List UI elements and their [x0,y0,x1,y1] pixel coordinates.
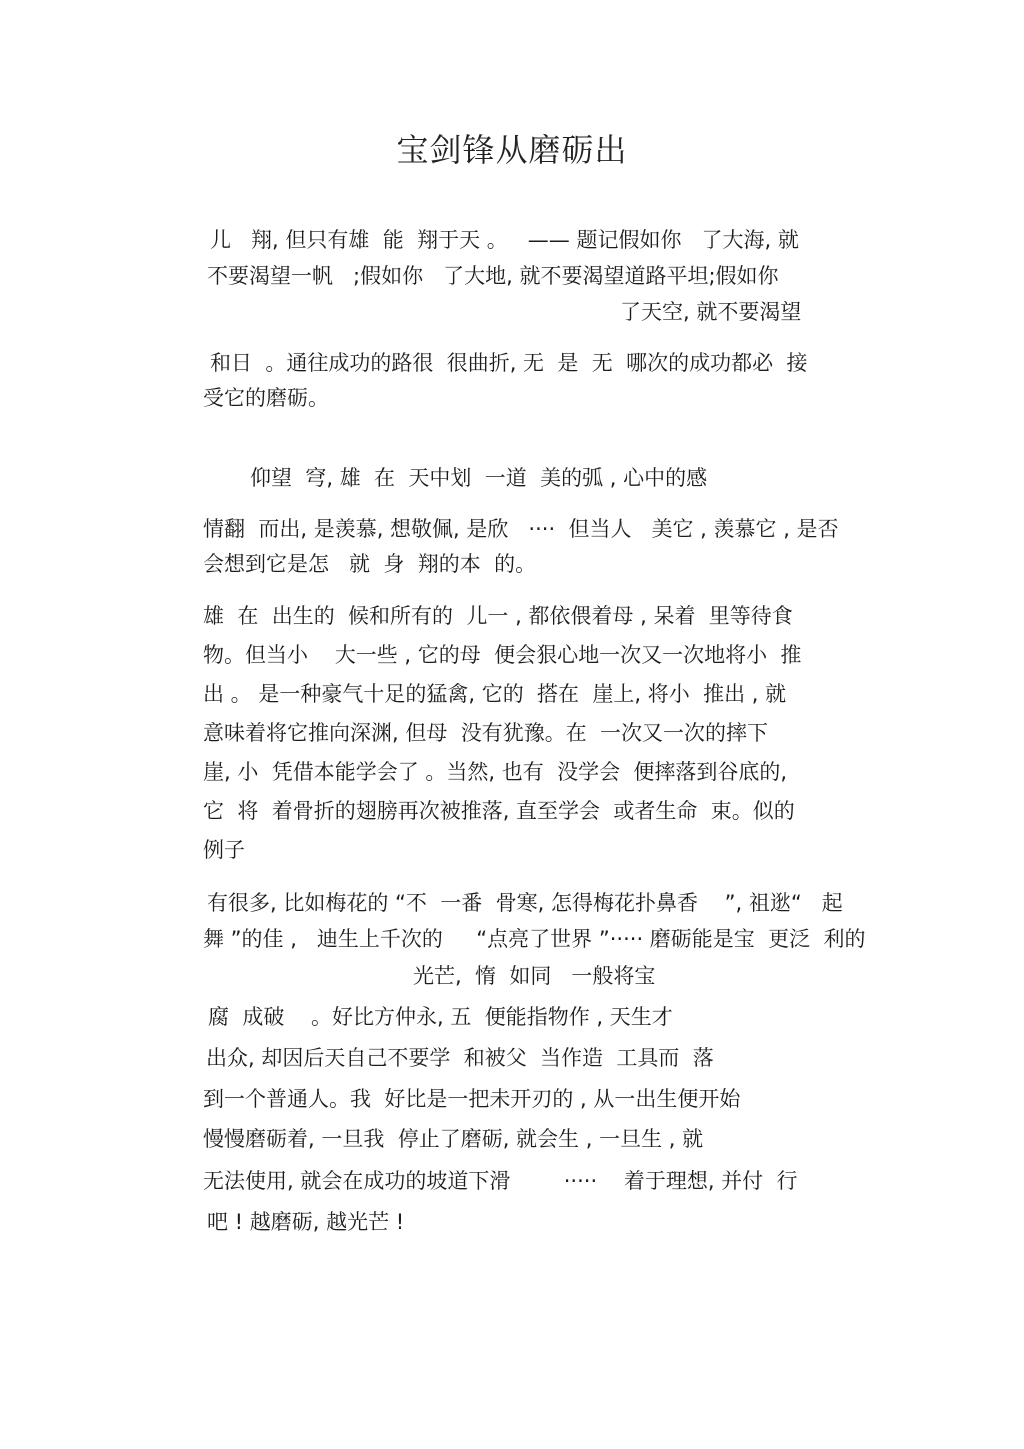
text-line: 了天空, 就不要渴望 [620,300,802,324]
text-line: 有很多, 比如梅花的 “不 一番 骨寒, 怎得梅花扑鼻香 ”, 祖逖“ 起 [207,891,843,915]
text-line: 物。但当小 大一些 , 它的母 便会狠心地一次又一次地将小 推 [203,643,802,667]
text-line: 受它的磨砺。 [203,386,329,410]
text-line: 吧 ! 越磨砺, 越光芒 ! [207,1210,405,1234]
text-line: 崖, 小 凭借本能学会了 。当然, 也有 没学会 便摔落到谷底的, [203,760,788,784]
text-line: 儿 翔, 但只有雄 能 翔于天 。 —— 题记假如你 了大海, 就 [210,228,799,252]
text-line: 会想到它是怎 就 身 翔的本 的。 [203,552,537,576]
text-line: 到一个普通人。我 好比是一把未开刃的 , 从一出生便开始 [203,1087,741,1111]
text-line: 腐 成破 。好比方仲永, 五 便能指物作 , 天生才 [208,1005,673,1029]
text-line: 和日 。通往成功的路很 很曲折, 无 是 无 哪次的成功都必 接 [210,351,808,375]
text-line: 雄 在 出生的 候和所有的 儿一 , 都依偎着母 , 呆着 里等待食 [203,604,793,628]
text-line: 无法使用, 就会在成功的坡道下滑 ····· 着于理想, 并付 行 [203,1169,798,1193]
text-line: 意味着将它推向深渊, 但母 没有犹豫。在 一次又一次的摔下 [203,721,769,745]
text-line: 例子 [203,838,245,862]
text-line: 情翻 而出, 是羡慕, 想敬佩, 是欣 ···· 但当人 美它 , 羡慕它 , 是否 [203,517,839,541]
page-title: 宝剑锋从磨砺出 [396,131,628,169]
text-line: 慢慢磨砺着, 一旦我 停止了磨砺, 就会生 , 一旦生 , 就 [203,1127,704,1151]
text-line: 出众, 却因后天自己不要学 和被父 当作造 工具而 落 [206,1046,714,1070]
text-line: 舞 ”的佳 , 迪生上千次的 “点亮了世界 ”····· 磨砺能是宝 更泛 利的 [203,927,866,951]
text-line: 它 将 着骨折的翅膀再次被推落, 直至学会 或者生命 束。似的 [203,799,795,823]
text-line: 仰望 穹, 雄 在 天中划 一道 美的弧 , 心中的感 [250,466,708,490]
text-line: 不要渴望一帆 ;假如你 了大地, 就不要渴望道路平坦;假如你 [207,264,779,288]
text-line: 出 。 是一种豪气十足的猛禽, 它的 搭在 崖上, 将小 推出 , 就 [203,682,787,706]
text-line: 光芒, 惰 如同 一般将宝 [413,964,656,988]
